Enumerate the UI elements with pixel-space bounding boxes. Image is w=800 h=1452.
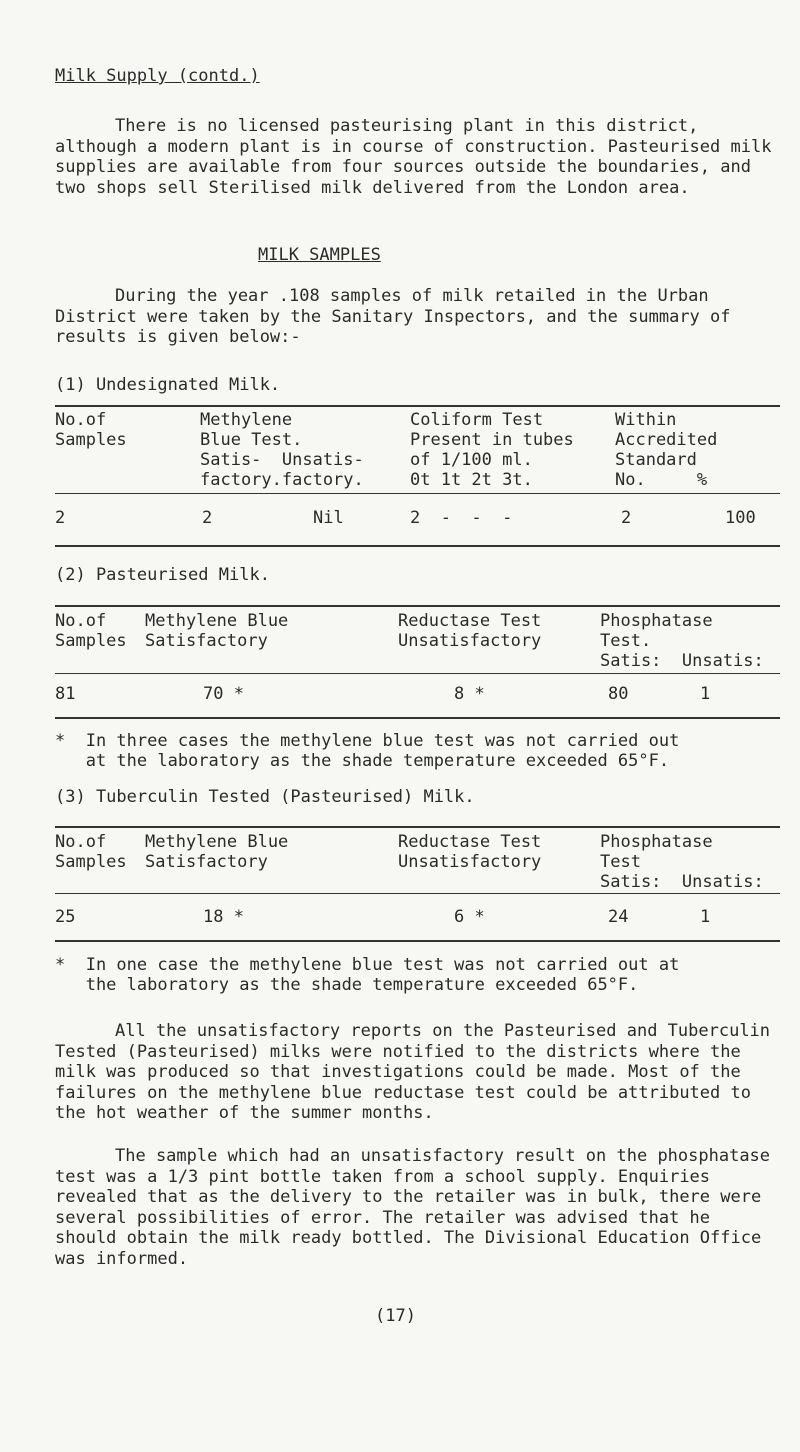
section3-unsatis: 1 — [700, 907, 711, 927]
section1-header-methylene: Methylene Blue Test. Satis- Unsatis- factory.factory. — [200, 410, 364, 490]
page-number: (17) — [375, 1306, 416, 1326]
section1-bottom-rule — [55, 545, 780, 547]
section2-satis: 80 — [608, 684, 629, 704]
section1-header-samples: No.of Samples — [55, 410, 127, 450]
milk-samples-title: MILK SAMPLES — [258, 245, 381, 265]
section2-footnote: * In three cases the methylene blue test was not carried out at the laboratory as the shade temperature exceeded 65°F. — [55, 731, 680, 771]
section1-title: (1) Undesignated Milk. — [55, 375, 281, 395]
section3-bottom-rule — [55, 940, 780, 942]
section2-header-methylene: Methylene Blue Satisfactory — [145, 611, 289, 651]
section3-reductase: 6 * — [454, 907, 485, 927]
section1-unsatis: Nil — [313, 508, 344, 528]
intro-text: There is no licensed pasteurising plant in this district, although a modern plant is in course of construction. Pasteurised milk supplies are available from four sources outside the boundaries, and two shops sell Sterilised milk delivered from the London area. — [55, 116, 772, 198]
section3-header-samples: No.of Samples — [55, 832, 127, 872]
section3-samples: 25 — [55, 907, 76, 927]
samples-paragraph — [55, 286, 775, 348]
section1-coliform: 2 - - - — [410, 508, 513, 528]
section3-title: (3) Tuberculin Tested (Pasteurised) Milk. — [55, 787, 475, 807]
section3-header-reductase: Reductase Test Unsatisfactory — [398, 832, 542, 872]
section2-header-rule — [55, 673, 780, 674]
intro-paragraph — [55, 116, 775, 198]
section1-header-coliform: Coliform Test Present in tubes of 1/100 ml. 0t 1t 2t 3t. — [410, 410, 574, 490]
section2-samples: 81 — [55, 684, 76, 704]
section2-unsatis: 1 — [700, 684, 711, 704]
section2-bottom-rule — [55, 717, 780, 719]
section2-top-rule — [55, 605, 780, 607]
section1-within-no: 2 — [621, 508, 632, 528]
phosphatase-paragraph — [55, 1146, 775, 1269]
section3-methylene: 18 * — [203, 907, 244, 927]
page-heading: Milk Supply (contd.) — [55, 66, 260, 86]
section3-satis: 24 — [608, 907, 629, 927]
section1-within-pct: 100 — [725, 508, 756, 528]
samples-text: During the year .108 samples of milk retailed in the Urban District were taken by the Sanitary Inspectors, and the summary of results is given below:- — [55, 286, 731, 347]
section1-header-rule — [55, 493, 780, 494]
section3-header-phosphatase: Phosphatase Test Satis: Unsatis: — [600, 832, 764, 892]
section2-methylene: 70 * — [203, 684, 244, 704]
section3-header-rule — [55, 893, 780, 894]
unsatisfactory-text: All the unsatisfactory reports on the Pasteurised and Tuberculin Tested (Pasteurised) milks were notified to the districts where the milk was produced so that investigations could be made. Most of the failures on the methylene blue reductase test could be attributed to the hot weather of the summer months. — [55, 1021, 771, 1123]
section1-header-within: Within Accredited Standard No. % — [615, 410, 718, 490]
unsatisfactory-paragraph — [55, 1021, 775, 1124]
section3-header-methylene: Methylene Blue Satisfactory — [145, 832, 289, 872]
section3-footnote: * In one case the methylene blue test was not carried out at the laboratory as the shade temperature exceeded 65°F. — [55, 955, 680, 995]
section2-header-samples: No.of Samples — [55, 611, 127, 651]
section3-top-rule — [55, 826, 780, 828]
section2-reductase: 8 * — [454, 684, 485, 704]
section1-top-rule — [55, 405, 780, 407]
section1-samples: 2 — [55, 508, 66, 528]
section2-header-phosphatase: Phosphatase Test. Satis: Unsatis: — [600, 611, 764, 671]
section2-header-reductase: Reductase Test Unsatisfactory — [398, 611, 542, 651]
section1-satis: 2 — [202, 508, 213, 528]
phosphatase-text: The sample which had an unsatisfactory result on the phosphatase test was a 1/3 pint bottle taken from a school supply. Enquiries revealed that as the delivery to the retailer was in bulk, there were several possibilities of error. The retailer was advised that he should obtain the milk ready bottled. The Divisional Education Office was informed. — [55, 1146, 771, 1269]
section2-title: (2) Pasteurised Milk. — [55, 565, 270, 585]
